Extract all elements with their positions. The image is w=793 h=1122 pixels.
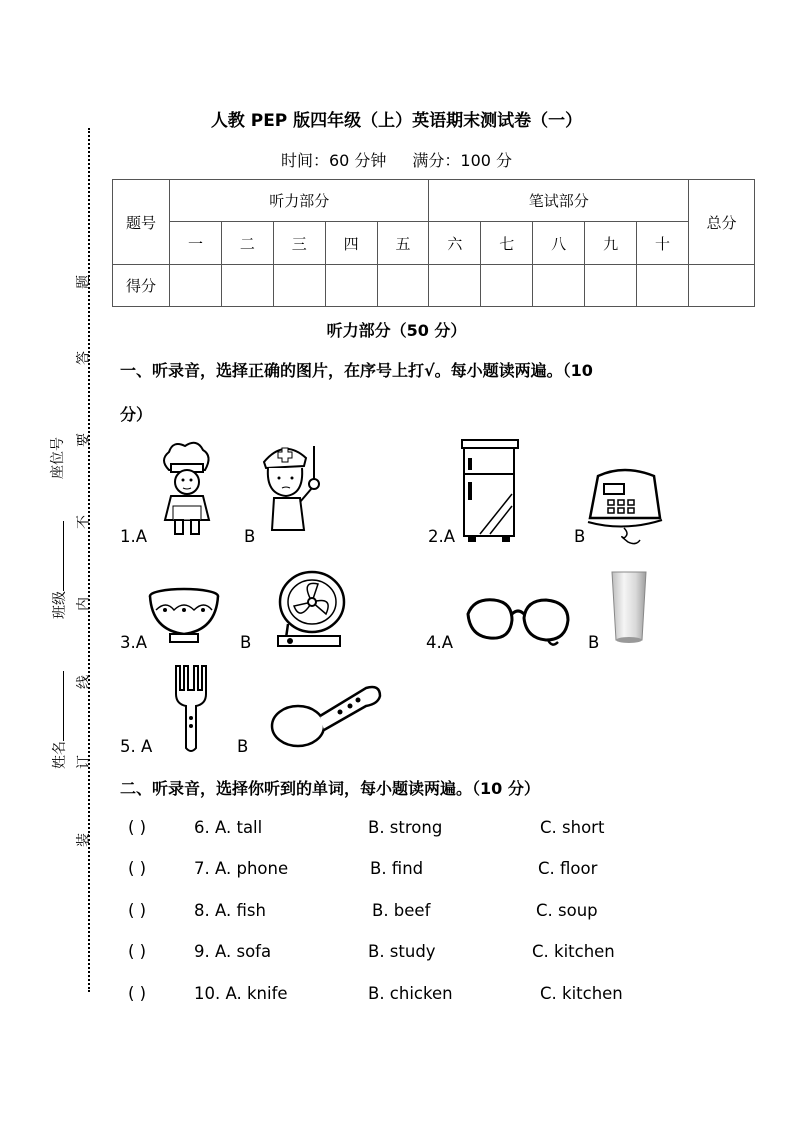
binding-char: 订 — [76, 755, 92, 769]
glass-icon — [610, 570, 650, 646]
binding-dotted-line — [88, 128, 90, 992]
option-label[interactable]: B — [240, 633, 252, 652]
section2-title: 二、听录音，选择你听到的单词，每小题读两遍。（10 分） — [120, 779, 540, 798]
score-input-cell[interactable] — [325, 265, 377, 307]
option-label[interactable]: 5. A — [120, 737, 153, 756]
option-a: 6. A. tall — [194, 818, 263, 837]
binding-char: 线 — [76, 675, 92, 689]
full-score: 满分：100 分 — [412, 151, 513, 170]
class-label: 班级 — [52, 591, 68, 619]
option-c: C. short — [540, 818, 605, 837]
cook-icon — [155, 440, 217, 540]
binding-char: 题 — [76, 275, 92, 289]
score-input-cell[interactable] — [429, 265, 481, 307]
seat-number-label: 座位号 — [50, 437, 66, 479]
name-underline — [51, 671, 64, 741]
score-table — [112, 179, 755, 307]
bowl-icon — [146, 586, 224, 646]
option-b: B. strong — [368, 818, 443, 837]
score-input-cell[interactable] — [221, 265, 273, 307]
phone-icon — [584, 462, 666, 542]
score-input-cell[interactable] — [170, 265, 222, 307]
binding-char: 装 — [76, 833, 92, 847]
option-label[interactable]: B — [588, 633, 600, 652]
number-cell: 八 — [533, 222, 585, 265]
number-cell: 六 — [429, 222, 481, 265]
score-input-cell[interactable] — [585, 265, 637, 307]
answer-paren[interactable]: ( ) — [128, 942, 147, 961]
option-b: B. find — [370, 859, 424, 878]
score-row-label: 得分 — [113, 265, 170, 307]
class-underline — [51, 521, 64, 591]
option-label[interactable]: 1.A — [120, 527, 148, 546]
option-label[interactable]: 4.A — [426, 633, 454, 652]
section1-title-cont: 分） — [120, 405, 153, 424]
fork-icon — [174, 664, 210, 756]
time-score-line — [0, 148, 793, 171]
number-cell: 五 — [377, 222, 429, 265]
option-b: B. beef — [372, 901, 431, 920]
option-c: C. kitchen — [532, 942, 615, 961]
option-label[interactable]: B — [244, 527, 256, 546]
listening-header-cell: 听力部分 — [170, 180, 429, 222]
option-a: 8. A. fish — [194, 901, 266, 920]
option-label[interactable]: B — [574, 527, 586, 546]
fridge-icon — [460, 438, 522, 544]
option-label[interactable]: B — [237, 737, 249, 756]
number-cell: 十 — [637, 222, 689, 265]
number-cell: 二 — [221, 222, 273, 265]
section1-title: 一、听录音，选择正确的图片，在序号上打√。每小题读两遍。（10 — [120, 361, 593, 380]
option-label[interactable]: 2.A — [428, 527, 456, 546]
score-input-cell[interactable] — [533, 265, 585, 307]
score-input-cell[interactable] — [637, 265, 689, 307]
number-cell: 七 — [481, 222, 533, 265]
option-a: 7. A. phone — [194, 859, 289, 878]
glasses-icon — [464, 596, 572, 652]
number-cell: 四 — [325, 222, 377, 265]
score-input-cell[interactable] — [689, 265, 755, 307]
option-b: B. study — [368, 942, 436, 961]
nurse-icon — [256, 440, 331, 540]
number-cell: 三 — [273, 222, 325, 265]
page-title: 人教 PEP 版四年级（上）英语期末测试卷（一） — [210, 111, 583, 131]
exam-time: 时间：60 分钟 — [280, 151, 387, 170]
fan-icon — [270, 566, 350, 652]
total-header-cell: 总分 — [689, 180, 755, 265]
class-field — [49, 521, 69, 619]
option-a: 10. A. knife — [194, 984, 288, 1003]
writing-header-cell: 笔试部分 — [429, 180, 689, 222]
score-input-cell[interactable] — [377, 265, 429, 307]
binding-char: 答 — [76, 351, 92, 365]
spoon-icon — [270, 682, 384, 752]
binding-char: 内 — [76, 597, 92, 611]
answer-paren[interactable]: ( ) — [128, 859, 147, 878]
col-header-cell: 题号 — [113, 180, 170, 265]
option-label[interactable]: 3.A — [120, 633, 148, 652]
number-cell: 一 — [170, 222, 222, 265]
answer-paren[interactable]: ( ) — [128, 984, 147, 1003]
answer-paren[interactable]: ( ) — [128, 901, 147, 920]
name-label: 姓名 — [52, 741, 68, 769]
option-a: 9. A. sofa — [194, 942, 272, 961]
number-cell: 九 — [585, 222, 637, 265]
option-b: B. chicken — [368, 984, 453, 1003]
score-input-cell[interactable] — [273, 265, 325, 307]
score-input-cell[interactable] — [481, 265, 533, 307]
binding-char: 不 — [76, 515, 92, 529]
answer-paren[interactable]: ( ) — [128, 818, 147, 837]
option-c: C. soup — [536, 901, 598, 920]
option-c: C. floor — [538, 859, 598, 878]
listening-section-header: 听力部分（50 分） — [326, 321, 467, 340]
binding-char: 要 — [76, 433, 92, 447]
name-field — [49, 671, 69, 769]
option-c: C. kitchen — [540, 984, 623, 1003]
